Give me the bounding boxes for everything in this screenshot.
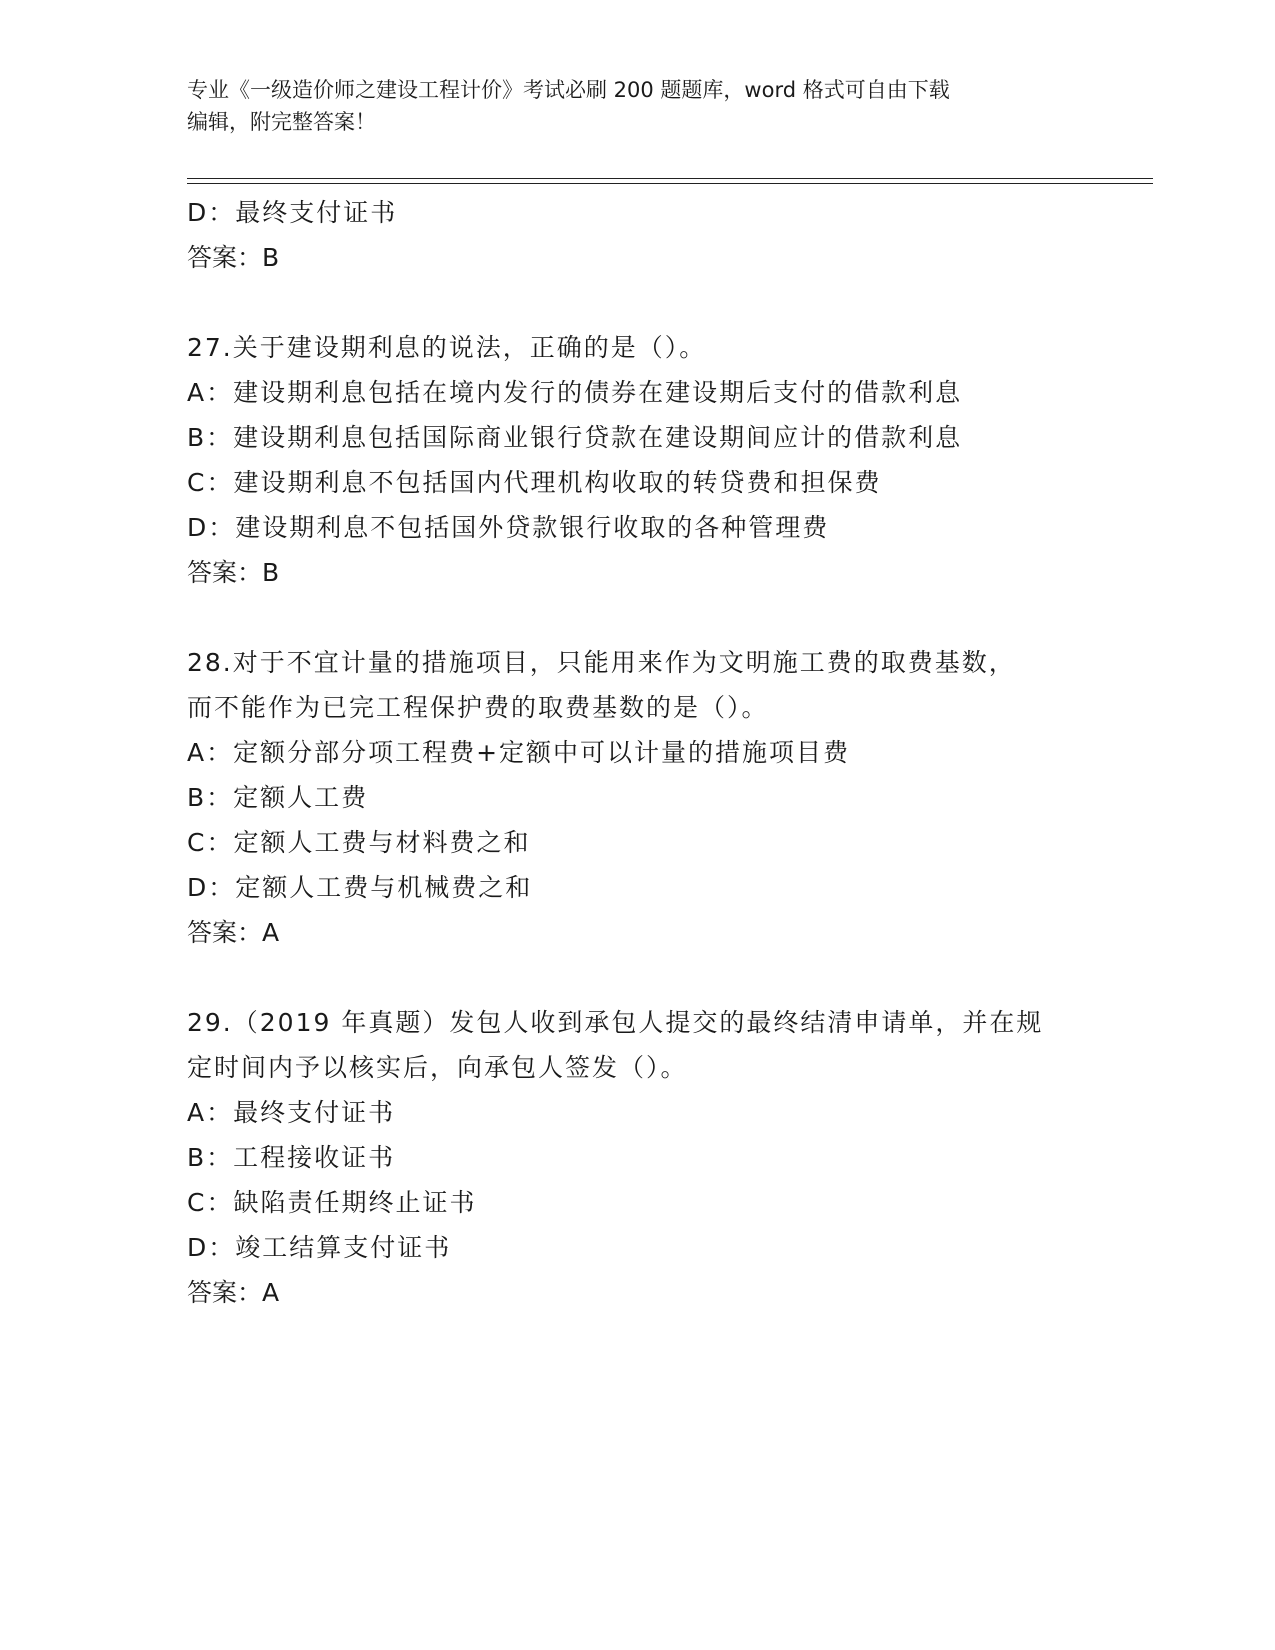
question-27 xyxy=(187,325,1087,595)
option-d: D：建设期利息不包括国外贷款银行收取的各种管理费 xyxy=(187,513,830,542)
question-stem-line-2: 定时间内予以核实后，向承包人签发（）。 xyxy=(187,1053,688,1082)
option-c: C：建设期利息不包括国内代理机构收取的转贷费和担保费 xyxy=(187,468,882,497)
option-a: A：最终支付证书 xyxy=(187,1098,396,1127)
option-a: A：定额分部分项工程费+定额中可以计量的措施项目费 xyxy=(187,738,851,767)
option-c: C：定额人工费与材料费之和 xyxy=(187,828,531,857)
previous-question-tail xyxy=(187,190,1087,280)
question-stem-line-1: 28.对于不宜计量的措施项目，只能用来作为文明施工费的取费基数， xyxy=(187,648,1016,677)
document-body xyxy=(187,190,1087,1315)
option-a: A：建设期利息包括在境内发行的债券在建设期后支付的借款利息 xyxy=(187,378,963,407)
option-d: D：定额人工费与机械费之和 xyxy=(187,873,533,902)
question-stem-line-1: 29.（2019 年真题）发包人收到承包人提交的最终结清申请单，并在规 xyxy=(187,1008,1044,1037)
header-line-2: 编辑，附完整答案！ xyxy=(187,110,376,134)
header-divider xyxy=(187,178,1153,184)
page-header xyxy=(187,74,1067,138)
option-b: B：定额人工费 xyxy=(187,783,369,812)
question-28 xyxy=(187,640,1087,955)
answer: 答案：A xyxy=(187,918,280,947)
question-29 xyxy=(187,1000,1087,1315)
option-d: D：最终支付证书 xyxy=(187,198,398,227)
option-b: B：工程接收证书 xyxy=(187,1143,396,1172)
answer: 答案：B xyxy=(187,558,280,587)
answer: 答案：A xyxy=(187,1278,280,1307)
answer: 答案：B xyxy=(187,243,280,272)
option-d: D：竣工结算支付证书 xyxy=(187,1233,452,1262)
question-stem-line-2: 而不能作为已完工程保护费的取费基数的是（）。 xyxy=(187,693,769,722)
header-line-1: 专业《一级造价师之建设工程计价》考试必刷 200 题题库，word 格式可自由下载 xyxy=(187,78,950,102)
question-stem: 27.关于建设期利息的说法，正确的是（）。 xyxy=(187,333,707,362)
option-c: C：缺陷责任期终止证书 xyxy=(187,1188,477,1217)
option-b: B：建设期利息包括国际商业银行贷款在建设期间应计的借款利息 xyxy=(187,423,963,452)
